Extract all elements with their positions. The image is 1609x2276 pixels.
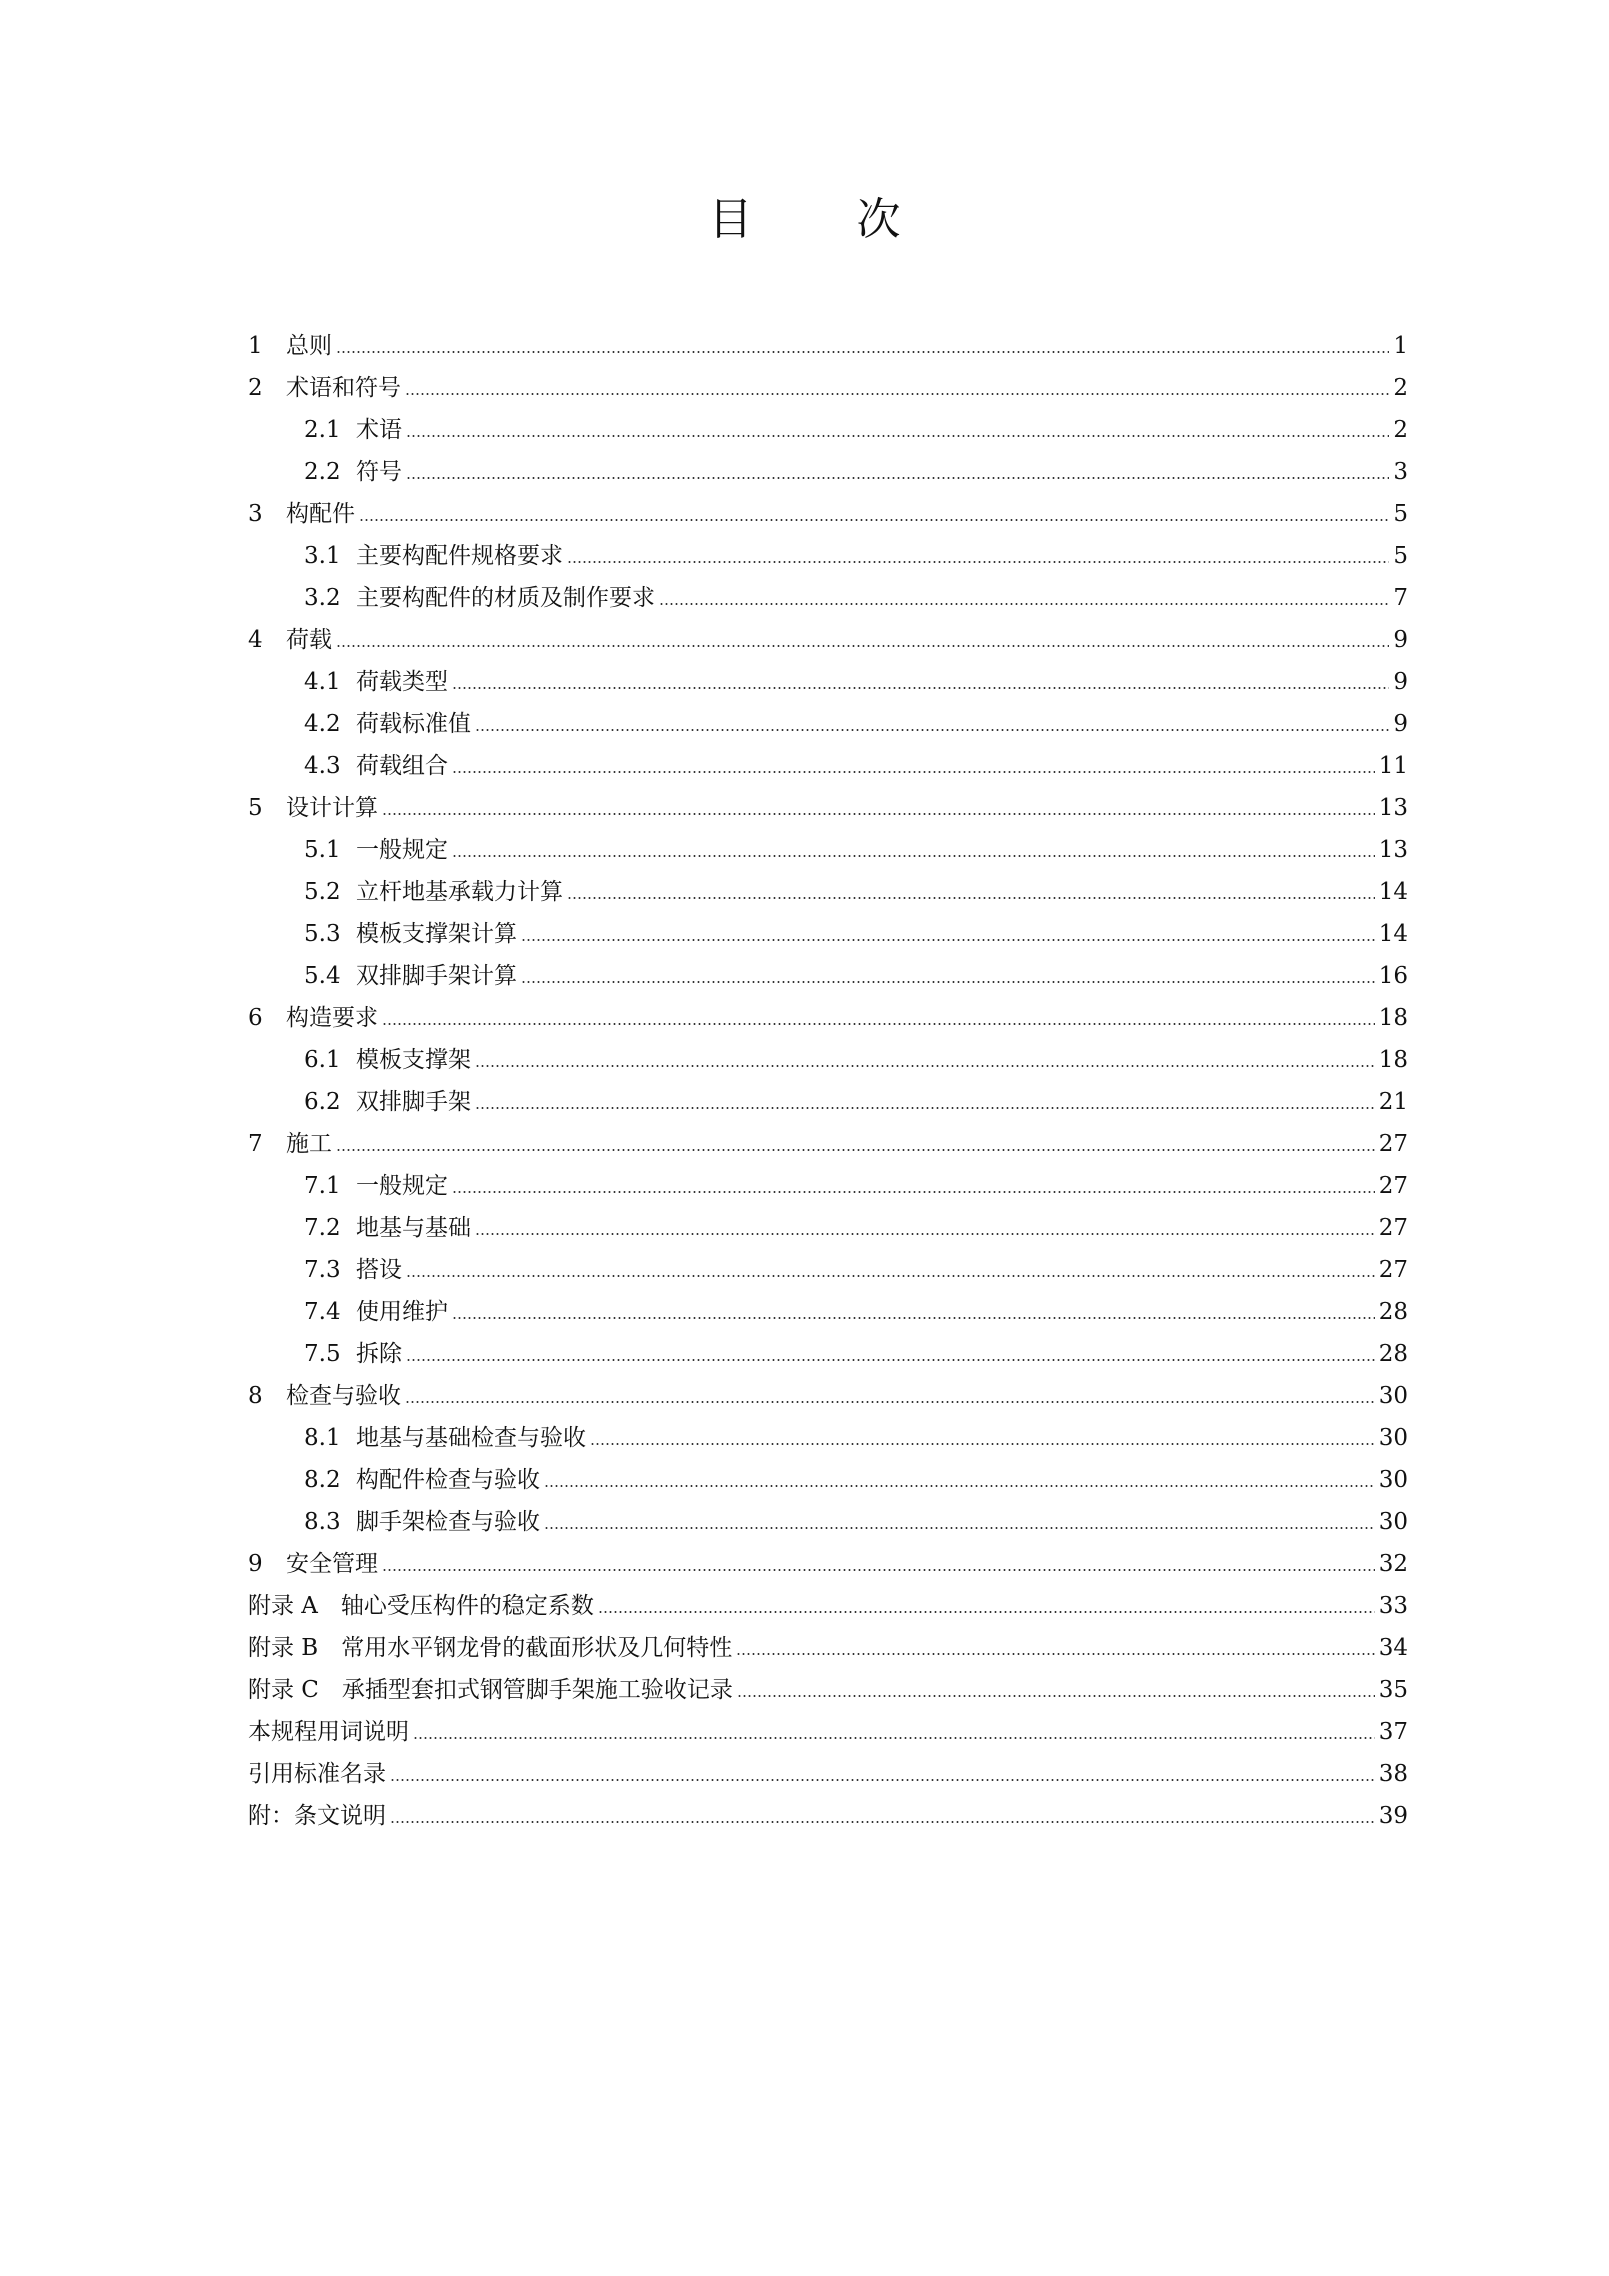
toc-entry[interactable] [248, 871, 1408, 913]
toc-entry-page-number: 30 [1378, 1467, 1408, 1493]
toc-entry-page-number: 2 [1393, 375, 1408, 401]
toc-entry-page-number: 9 [1393, 627, 1408, 653]
toc-entry-number: 7.1 [304, 1173, 341, 1199]
toc-entry-page-number: 30 [1378, 1383, 1408, 1409]
toc-dot-leader [452, 756, 1375, 774]
toc-entry-page-number: 28 [1378, 1341, 1408, 1367]
toc-entry-number: 6.1 [304, 1047, 341, 1073]
toc-entry-page-number: 3 [1393, 459, 1408, 485]
toc-entry-label: 模板支撑架 [356, 1047, 471, 1073]
toc-dot-leader [405, 378, 1389, 396]
toc-entry-page-number: 34 [1378, 1635, 1408, 1661]
toc-entry[interactable] [248, 955, 1408, 997]
toc-entry[interactable] [248, 1417, 1408, 1459]
toc-entry[interactable] [248, 1543, 1408, 1585]
toc-dot-leader [390, 1806, 1375, 1824]
toc-entry-page-number: 38 [1378, 1761, 1408, 1787]
toc-entry-page-number: 27 [1378, 1131, 1408, 1157]
toc-entry-label: 荷载 [286, 627, 332, 653]
toc-entry[interactable] [248, 325, 1408, 367]
toc-entry-label: 荷载组合 [356, 753, 448, 779]
toc-entry-label: 附录 A 轴心受压构件的稳定系数 [248, 1593, 594, 1619]
toc-entry-number: 8.3 [304, 1509, 341, 1535]
page-title: 目 次 [708, 194, 931, 245]
toc-entry-label: 总则 [286, 333, 332, 359]
toc-entry-number: 5.1 [304, 837, 341, 863]
toc-entry-page-number: 14 [1378, 879, 1408, 905]
toc-entry-label: 主要构配件规格要求 [356, 543, 563, 569]
toc-entry-number: 8.2 [304, 1467, 341, 1493]
toc-entry[interactable] [248, 367, 1408, 409]
toc-entry[interactable] [248, 703, 1408, 745]
toc-entry-label: 术语 [356, 417, 402, 443]
toc-dot-leader [452, 1302, 1375, 1320]
toc-entry-page-number: 11 [1378, 753, 1408, 779]
toc-entry[interactable] [248, 1039, 1408, 1081]
toc-entry[interactable] [248, 1585, 1408, 1627]
toc-entry-number: 6 [248, 1005, 263, 1031]
toc-entry[interactable] [248, 1081, 1408, 1123]
toc-entry[interactable] [248, 1123, 1408, 1165]
toc-entry[interactable] [248, 1333, 1408, 1375]
toc-entry-label: 双排脚手架 [356, 1089, 471, 1115]
toc-dot-leader [406, 462, 1389, 480]
toc-entry-number: 7.3 [304, 1257, 341, 1283]
toc-entry-label: 荷载标准值 [356, 711, 471, 737]
toc-entry-page-number: 18 [1378, 1005, 1408, 1031]
toc-dot-leader [475, 714, 1389, 732]
toc-dot-leader [521, 924, 1375, 942]
toc-entry-page-number: 9 [1393, 711, 1408, 737]
toc-entry-page-number: 21 [1378, 1089, 1408, 1115]
toc-entry-number: 9 [248, 1551, 263, 1577]
toc-dot-leader [336, 630, 1389, 648]
toc-entry-number: 5 [248, 795, 263, 821]
toc-entry-page-number: 14 [1378, 921, 1408, 947]
toc-dot-leader [567, 546, 1389, 564]
toc-entry[interactable] [248, 493, 1408, 535]
toc-entry[interactable] [248, 1291, 1408, 1333]
toc-dot-leader [590, 1428, 1375, 1446]
toc-entry-number: 3.2 [304, 585, 341, 611]
toc-dot-leader [413, 1722, 1375, 1740]
toc-entry-page-number: 28 [1378, 1299, 1408, 1325]
toc-dot-leader [336, 1134, 1375, 1152]
toc-dot-leader [737, 1680, 1375, 1698]
toc-entry[interactable] [248, 1795, 1408, 1837]
toc-entry-number: 8 [248, 1383, 263, 1409]
toc-entry[interactable] [248, 1711, 1408, 1753]
toc-entry-page-number: 27 [1378, 1173, 1408, 1199]
toc-entry[interactable] [248, 1669, 1408, 1711]
toc-entry-label: 使用维护 [356, 1299, 448, 1325]
toc-dot-leader [452, 1176, 1375, 1194]
toc-entry-number: 5.3 [304, 921, 341, 947]
toc-entry-number: 6.2 [304, 1089, 341, 1115]
toc-entry[interactable] [248, 997, 1408, 1039]
toc-entry[interactable] [248, 1501, 1408, 1543]
toc-entry-number: 1 [248, 333, 263, 359]
toc-dot-leader [382, 1554, 1375, 1572]
toc-entry-label: 模板支撑架计算 [356, 921, 517, 947]
toc-entry[interactable] [248, 913, 1408, 955]
toc-entry-number: 4 [248, 627, 263, 653]
toc-entry[interactable] [248, 1753, 1408, 1795]
toc-entry-label: 检查与验收 [286, 1383, 401, 1409]
toc-entry-number: 7.4 [304, 1299, 341, 1325]
toc-entry-number: 4.1 [304, 669, 341, 695]
toc-entry-page-number: 5 [1393, 501, 1408, 527]
toc-entry-page-number: 7 [1393, 585, 1408, 611]
toc-entry-page-number: 35 [1378, 1677, 1408, 1703]
toc-entry-page-number: 18 [1378, 1047, 1408, 1073]
toc-dot-leader [452, 840, 1375, 858]
toc-entry-page-number: 13 [1378, 837, 1408, 863]
toc-entry-number: 5.4 [304, 963, 341, 989]
toc-dot-leader [452, 672, 1389, 690]
toc-entry-label: 附录 C 承插型套扣式钢管脚手架施工验收记录 [248, 1677, 733, 1703]
toc-entry[interactable] [248, 661, 1408, 703]
toc-dot-leader [405, 1386, 1375, 1404]
toc-entry-page-number: 13 [1378, 795, 1408, 821]
toc-entry-number: 2 [248, 375, 263, 401]
toc-entry-page-number: 27 [1378, 1257, 1408, 1283]
toc-entry[interactable] [248, 1207, 1408, 1249]
toc-entry-label: 施工 [286, 1131, 332, 1157]
toc-entry[interactable] [248, 619, 1408, 661]
toc-dot-leader [406, 1260, 1375, 1278]
toc-entry-label: 术语和符号 [286, 375, 401, 401]
toc-entry-number: 3.1 [304, 543, 341, 569]
toc-dot-leader [521, 966, 1375, 984]
toc-entry[interactable] [248, 409, 1408, 451]
toc-entry-number: 5.2 [304, 879, 341, 905]
toc-dot-leader [475, 1092, 1375, 1110]
toc-dot-leader [736, 1638, 1375, 1656]
toc-entry-label: 附：条文说明 [248, 1803, 386, 1829]
toc-entry-page-number: 1 [1393, 333, 1408, 359]
toc-entry-label: 构配件检查与验收 [356, 1467, 540, 1493]
toc-entry[interactable] [248, 451, 1408, 493]
toc-entry[interactable] [248, 1627, 1408, 1669]
toc-entry-label: 立杆地基承载力计算 [356, 879, 563, 905]
toc-entry-label: 引用标准名录 [248, 1761, 386, 1787]
toc-entry-number: 7 [248, 1131, 263, 1157]
toc-dot-leader [659, 588, 1389, 606]
toc-entry-label: 脚手架检查与验收 [356, 1509, 540, 1535]
toc-entry-page-number: 2 [1393, 417, 1408, 443]
toc-dot-leader [359, 504, 1389, 522]
toc-dot-leader [598, 1596, 1375, 1614]
toc-entry-page-number: 9 [1393, 669, 1408, 695]
toc-dot-leader [544, 1470, 1375, 1488]
table-of-contents [248, 325, 1408, 1837]
toc-dot-leader [382, 1008, 1375, 1026]
toc-entry[interactable] [248, 1459, 1408, 1501]
toc-entry[interactable] [248, 787, 1408, 829]
toc-entry-label: 地基与基础 [356, 1215, 471, 1241]
toc-dot-leader [336, 336, 1389, 354]
toc-entry-label: 一般规定 [356, 837, 448, 863]
toc-entry[interactable] [248, 829, 1408, 871]
toc-entry[interactable] [248, 1165, 1408, 1207]
toc-dot-leader [406, 420, 1389, 438]
toc-entry-label: 构造要求 [286, 1005, 378, 1031]
toc-entry-number: 2.2 [304, 459, 341, 485]
toc-dot-leader [544, 1512, 1375, 1530]
toc-entry-number: 4.2 [304, 711, 341, 737]
toc-entry-page-number: 30 [1378, 1425, 1408, 1451]
toc-dot-leader [567, 882, 1375, 900]
toc-entry-number: 8.1 [304, 1425, 341, 1451]
toc-entry[interactable] [248, 1249, 1408, 1291]
toc-entry-label: 构配件 [286, 501, 355, 527]
toc-entry-page-number: 37 [1378, 1719, 1408, 1745]
toc-entry-label: 地基与基础检查与验收 [356, 1425, 586, 1451]
toc-entry-number: 4.3 [304, 753, 341, 779]
toc-dot-leader [382, 798, 1375, 816]
toc-entry-number: 7.5 [304, 1341, 341, 1367]
toc-entry[interactable] [248, 535, 1408, 577]
toc-entry-label: 搭设 [356, 1257, 402, 1283]
toc-entry-label: 安全管理 [286, 1551, 378, 1577]
toc-entry-page-number: 39 [1378, 1803, 1408, 1829]
toc-dot-leader [390, 1764, 1375, 1782]
toc-entry-label: 设计计算 [286, 795, 378, 821]
toc-entry-page-number: 30 [1378, 1509, 1408, 1535]
toc-dot-leader [406, 1344, 1375, 1362]
toc-entry-label: 荷载类型 [356, 669, 448, 695]
toc-entry-label: 符号 [356, 459, 402, 485]
toc-entry-label: 一般规定 [356, 1173, 448, 1199]
toc-entry-label: 主要构配件的材质及制作要求 [356, 585, 655, 611]
toc-entry-page-number: 32 [1378, 1551, 1408, 1577]
toc-entry-page-number: 5 [1393, 543, 1408, 569]
toc-entry-label: 拆除 [356, 1341, 402, 1367]
toc-entry-page-number: 33 [1378, 1593, 1408, 1619]
toc-entry-page-number: 27 [1378, 1215, 1408, 1241]
toc-entry-page-number: 16 [1378, 963, 1408, 989]
toc-entry-number: 7.2 [304, 1215, 341, 1241]
toc-dot-leader [475, 1218, 1375, 1236]
toc-entry-number: 3 [248, 501, 263, 527]
toc-entry-label: 附录 B 常用水平钢龙骨的截面形状及几何特性 [248, 1635, 733, 1661]
toc-entry-number: 2.1 [304, 417, 341, 443]
toc-entry[interactable] [248, 1375, 1408, 1417]
toc-entry-label: 双排脚手架计算 [356, 963, 517, 989]
toc-dot-leader [475, 1050, 1375, 1068]
toc-entry-label: 本规程用词说明 [248, 1719, 409, 1745]
toc-entry[interactable] [248, 745, 1408, 787]
toc-entry[interactable] [248, 577, 1408, 619]
